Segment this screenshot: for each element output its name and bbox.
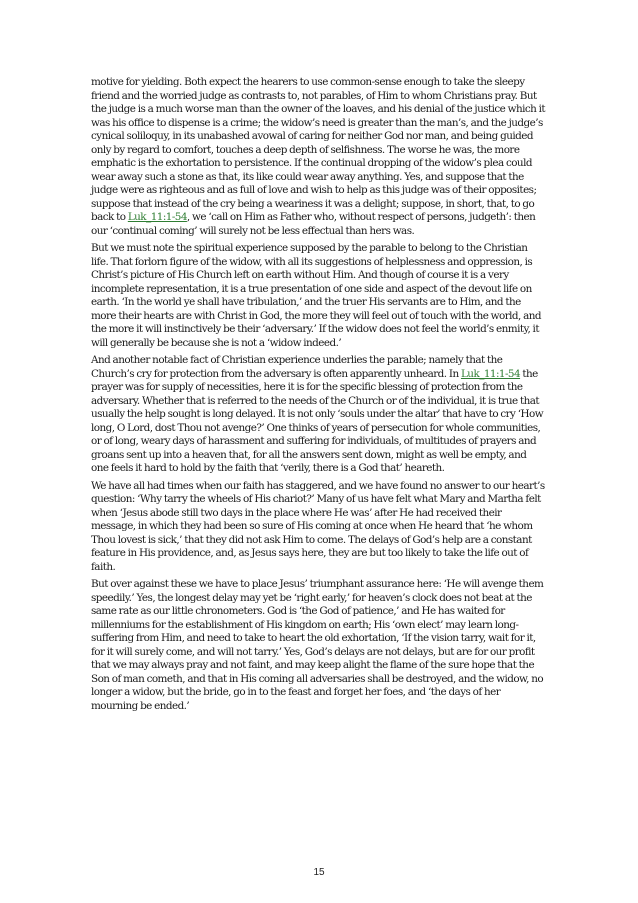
body-text	[91, 76, 546, 717]
paragraph-3	[91, 354, 546, 476]
paragraph-4-text: We have all had times when our faith has staggered, and we have found no answer to our heart’s question: ‘Why tarry the wheels of His chariot?’ Many of us have felt what Mary and Martha felt when ‘Jesus abode still two days in the place where He was’ after He had received their message, in which they had been so sure of His coming at once when He heard that ‘he whom Thou lovest is sick,’ that they did not ask Him to come. The delays of God’s help are a constant feature in His providence, and, as Jesus says here, they are but too likely to take the life out of faith.	[91, 479, 545, 573]
paragraph-3-text-b: the prayer was for supply of necessities, here it is for the specific blessing of protection from the adversary. Whether that is referred to the needs of the Church or of the individual, it is true that usually the help sought is long delayed. It is not only ‘souls under the altar’ that have to cry ‘How long, O Lord, dost Thou not avenge?’ One thinks of years of persecution for whole communities, or of long, weary days of harassment and suffering for individuals, of multitudes of prayers and groans sent up into a heaven that, for all the answers sent down, might as well be empty, and one feels it hard to hold by the faith that ‘verily, there is a God that’ heareth.	[91, 367, 544, 474]
paragraph-1-text-b: , we ‘call on Him as Father who, without respect of persons, judgeth’: then our ‘continual coming’ will surely not be less effectual than hers was.	[91, 211, 536, 237]
paragraph-5	[91, 578, 546, 713]
paragraph-1	[91, 76, 546, 238]
scripture-link-luke-11[interactable]: Luk_11:1-54	[127, 211, 187, 223]
paragraph-4	[91, 480, 546, 575]
paragraph-2	[91, 242, 546, 350]
scripture-link-luke-11-second[interactable]: Luk_11:1-54	[460, 367, 521, 380]
paragraph-3-text-a: And another notable fact of Christian experience underlies the parable; namely that the Church’s cry for protection from the adversary is often apparently unheard. In	[91, 354, 503, 380]
paragraph-1-text-a: motive for yielding. Both expect the hearers to use common-sense enough to take the sleepy friend and the worried judge as contrasts to, not parables, of Him to whom Christians pray. But the judge is a much worse man than the owner of the loaves, and his denial of the justice which it was his office to dispense is a crime; the widow’s need is greater than the man’s, and the judge’s cynical soliloquy, in its unabashed avowal of caring for neither God nor man, and being guided only by regard to comfort, touches a deep depth of selfishness. The worse he was, the more emphatic is the exhortation to persistence. If the continual dropping of the widow’s plea could wear away such a stone as that, its like could wear away anything. Yes, and suppose that the judge were as righteous and as full of love and wish to help as this judge was of their opposites; suppose that instead of the cry being a weariness it was a delight; suppose, in short, that, to go back to	[91, 76, 546, 223]
page-number: 15	[313, 867, 325, 878]
paragraph-2-text: But we must note the spiritual experience supposed by the parable to belong to the Christian life. That forlorn figure of the widow, with all its suggestions of helplessness and oppression, is Christ’s picture of His Church left on earth without Him. And though of course it is a very incomplete representation, it is a true presentation of one side and aspect of the devout life on earth. ‘In the world ye shall have tribulation,’ and the truer His servants are to Him, and the more their hearts are with Christ in God, the more they will feel out of touch with the world, and the more it will instinctively be their ‘adversary.’ If the widow does not feel the world’s enmity, it will generally be because she is not a ‘widow indeed.’	[91, 242, 542, 349]
paragraph-5-text: But over against these we have to place Jesus’ triumphant assurance here: ‘He will avenge them speedily.’ Yes, the longest delay may yet be ‘right early,’ for heaven’s clock does not beat at the same rate as our little chronometers. God is ‘the God of patience,’ and He has waited for millenniums for the establishment of His kingdom on earth; His ‘own elect’ may learn long-suffering from Him, and need to take to heart the old exhortation, ‘If the vision tarry, wait for it, for it will surely come, and will not tarry.’ Yes, God’s delays are not delays, but are for our profit that we may always pray and not faint, and may keep alight the flame of the sure hope that the Son of man cometh, and that in His coming all adversaries shall be destroyed, and the widow, no longer a widow, but the bride, go in to the feast and forget her foes, and ‘the days of her mourning be ended.’	[91, 578, 544, 712]
